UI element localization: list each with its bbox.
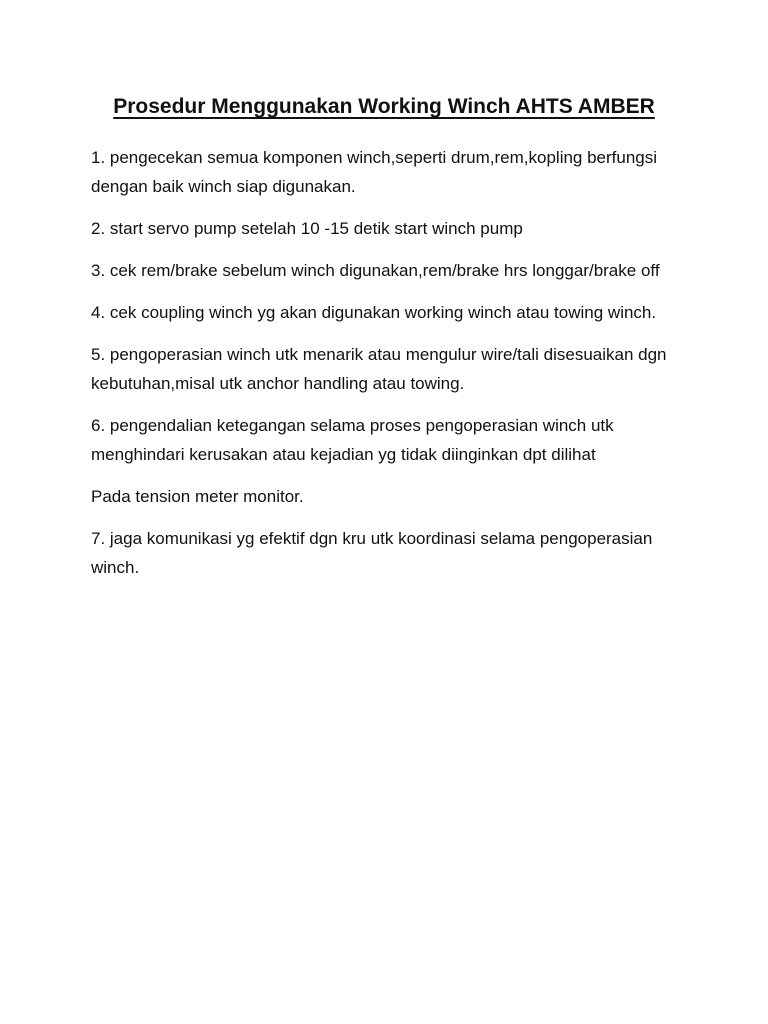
paragraph-step-5: 5. pengoperasian winch utk menarik atau mengulur wire/tali disesuaikan dgn kebutuhan,misal utk anchor handling atau towing.: [91, 345, 667, 393]
paragraph-step-7: 7. jaga komunikasi yg efektif dgn kru utk koordinasi selama pengoperasian winch.: [91, 529, 653, 577]
paragraph-step-1: 1. pengecekan semua komponen winch,seperti drum,rem,kopling berfungsi dengan baik winch siap digunakan.: [91, 148, 658, 196]
paragraph-step-6: 6. pengendalian ketegangan selama proses pengoperasian winch utk menghindari kerusakan atau kejadian yg tidak diinginkan dpt dilihat: [91, 416, 614, 464]
paragraph-step-3: 3. cek rem/brake sebelum winch digunakan,rem/brake hrs longgar/brake off: [91, 261, 660, 280]
paragraph-tension-note: Pada tension meter monitor.: [91, 487, 304, 506]
paragraph-step-2: 2. start servo pump setelah 10 -15 detik start winch pump: [91, 219, 523, 238]
paragraph-step-4: 4. cek coupling winch yg akan digunakan working winch atau towing winch.: [91, 303, 657, 322]
document-body: [91, 143, 681, 595]
page-title: Prosedur Menggunakan Working Winch AHTS AMBER: [113, 95, 655, 118]
